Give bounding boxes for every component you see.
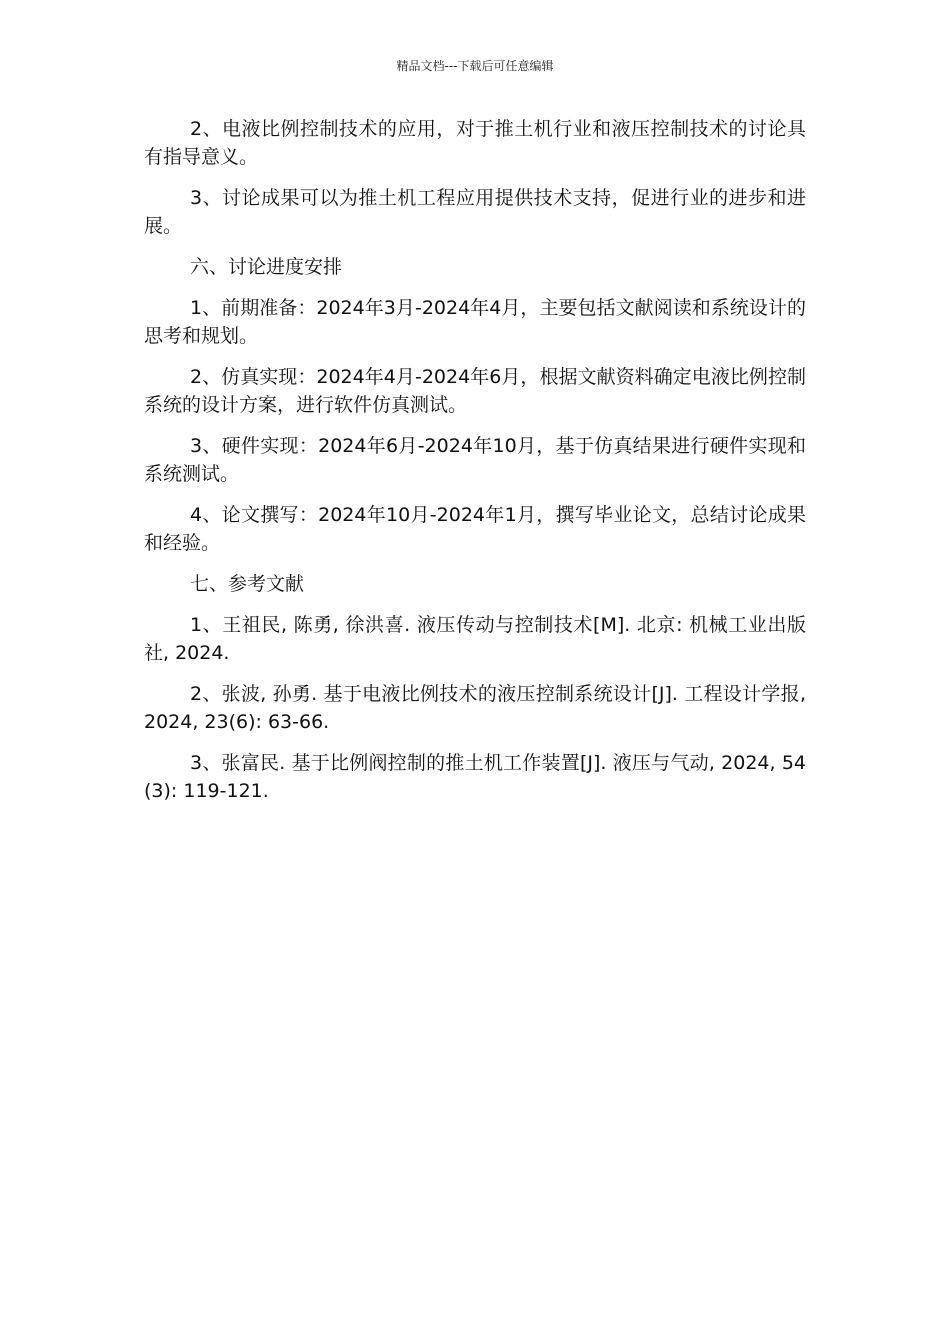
schedule-item-2: 2、仿真实现：2024年4月-2024年6月，根据文献资料确定电液比例控制系统的设计方案，进行软件仿真测试。 xyxy=(144,366,806,416)
reference-item-1: 1、王祖民, 陈勇, 徐洪喜. 液压传动与控制技术[M]. 北京: 机械工业出版社, 2024. xyxy=(144,614,806,664)
document-body xyxy=(144,115,806,818)
section-heading-schedule: 六、讨论进度安排 xyxy=(190,256,343,278)
reference-item-2: 2、张波, 孙勇. 基于电液比例技术的液压控制系统设计[J]. 工程设计学报, 2024, 23(6): 63-66. xyxy=(144,683,806,733)
paragraph-outcome-3: 3、讨论成果可以为推土机工程应用提供技术支持，促进行业的进步和进展。 xyxy=(144,187,806,237)
schedule-item-4: 4、论文撰写：2024年10月-2024年1月，撰写毕业论文，总结讨论成果和经验。 xyxy=(144,504,806,554)
reference-item-3: 3、张富民. 基于比例阀控制的推土机工作装置[J]. 液压与气动, 2024, 54(3): 119-121. xyxy=(144,752,806,802)
schedule-item-1: 1、前期准备：2024年3月-2024年4月，主要包括文献阅读和系统设计的思考和规划。 xyxy=(144,297,806,347)
paragraph-outcome-2: 2、电液比例控制技术的应用，对于推土机行业和液压控制技术的讨论具有指导意义。 xyxy=(144,118,806,168)
page-header: 精品文档---下载后可任意编辑 xyxy=(396,59,554,73)
section-heading-references: 七、参考文献 xyxy=(190,573,305,595)
schedule-item-3: 3、硬件实现：2024年6月-2024年10月，基于仿真结果进行硬件实现和系统测试。 xyxy=(144,435,806,485)
